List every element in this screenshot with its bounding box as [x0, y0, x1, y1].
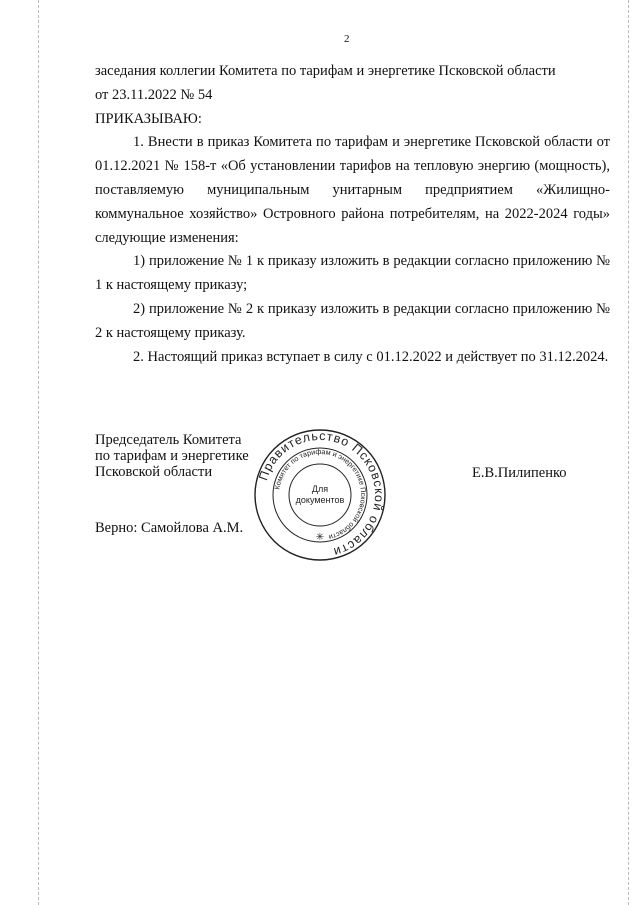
- document-body: [95, 60, 610, 369]
- stamp-center-line: Для: [311, 484, 329, 494]
- official-stamp: [253, 428, 387, 562]
- meeting-reference-line: заседания коллегии Комитета по тарифам и энергетике Псковской области: [95, 63, 556, 79]
- order-item-1: 1. Внести в приказ Комитета по тарифам и энергетике Псковской области от 01.12.2021 № 158-т «Об установлении тарифов на тепловую энергию (мощность), поставляемую муниципальным унитарным предприятием «Жилищно-коммунальное хозяйство» Островного района потребителям, на 2022-2024 годы» следующие изменения:: [95, 134, 610, 246]
- signatory-position: [95, 432, 249, 480]
- signatory-name: Е.В.Пилипенко: [472, 465, 567, 481]
- stamp-outer-text: Правительство Псковской области: [256, 428, 387, 560]
- order-subitem-1: 1) приложение № 1 к приказу изложить в редакции согласно приложению № 1 к настоящему приказу;: [95, 253, 610, 294]
- position-line: по тарифам и энергетике: [95, 448, 249, 464]
- verification-note: Верно: Самойлова А.М.: [95, 520, 244, 536]
- position-line: Председатель Комитета: [95, 432, 242, 448]
- stamp-center-line: документов: [295, 495, 345, 505]
- position-line: Псковской области: [95, 464, 213, 480]
- order-word: ПРИКАЗЫВАЮ:: [95, 110, 202, 127]
- meeting-date-line: от 23.11.2022 № 54: [95, 86, 213, 103]
- scan-edge-line: [38, 0, 39, 905]
- scan-edge-line: [628, 0, 629, 905]
- order-item-2: 2. Настоящий приказ вступает в силу с 01.12.2022 и действует по 31.12.2024.: [133, 348, 609, 365]
- order-subitem-2: 2) приложение № 2 к приказу изложить в редакции согласно приложению № 2 к настоящему приказу.: [95, 300, 610, 341]
- page-number: 2: [344, 33, 350, 45]
- stamp-inner-text: Комитет по тарифам и энергетике Псковской области: [272, 446, 369, 542]
- stamp-star-icon: ✳: [315, 532, 325, 543]
